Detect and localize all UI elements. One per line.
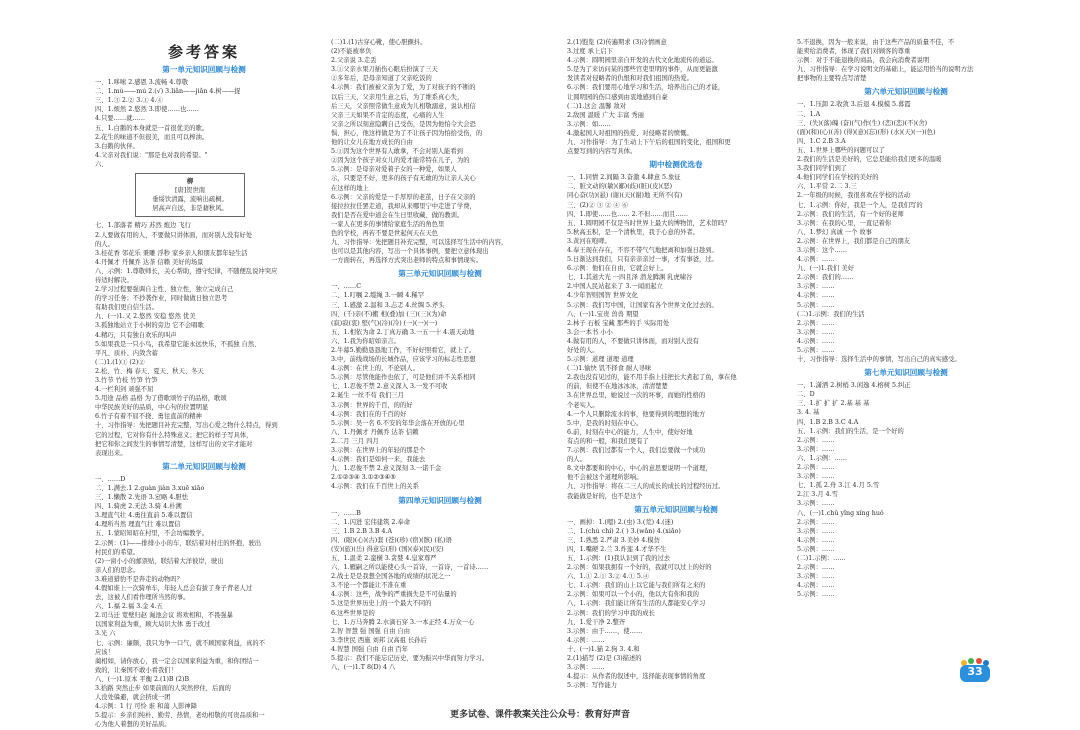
answer-line: 它的过程，它对你有什么特殊意义；把它的样子写具体，	[95, 431, 253, 439]
answer-line: 3.难道猎豹不是奔走的动物吗？	[95, 575, 183, 583]
answer-line: 2.示例：(1)——排排小小的车，联结着对村庄的怀抱，驶出	[95, 539, 262, 547]
answer-line: 2.牛幕5.勤勤恳恳地工作，不好好照看它，就上了。	[331, 347, 476, 354]
answer-line: 2.示例：……	[797, 436, 835, 444]
answer-line: 九、(一)1.又 2.悠然 安稳 悠然 优美	[95, 313, 196, 321]
answer-line: 四、1.即使……也…… 2.不但……而且……	[567, 210, 689, 218]
answer-line: 三、(2)② ③ ② ④ ⑥	[567, 201, 629, 209]
answer-line: 3.示例：在世界上的年轻的那是个	[331, 447, 426, 455]
answer-line: 三、1.扩 扩 扩 2.基 基 基	[797, 400, 870, 408]
answer-line: 六、1.平常 2.二 3.三	[797, 183, 857, 191]
answer-line: 八、示例：1.尊敬师长，关心帮助，遵守纪律，不随便乱说冲突应	[95, 267, 278, 275]
answer-line: 4.奉王现在存在，不容不带气气地把离和加强日趁到。	[567, 246, 718, 254]
answer-line: 六、1.① 2.① 3.② 4.① 5.④	[567, 573, 650, 581]
answer-line: 平凡、质朴、内敛含蓄	[95, 349, 158, 357]
poem-line: [唐]贺世南	[174, 187, 206, 195]
answer-line: (二)1.示例：……	[797, 554, 846, 562]
answer-line: 3.示例：如……	[567, 120, 611, 128]
answer-line: 4.激起国人对祖国的热爱、对侵略者的愤慨。	[567, 129, 693, 137]
answer-line: 2.父亲说 3.走丢	[331, 57, 377, 65]
answer-line: 同心奋(功)(悬) (谢)(天)(谢)地 无所不(有)	[567, 192, 683, 200]
answer-line: (二)1.愉快 饥不择食 耐人寻味	[567, 365, 652, 373]
answer-line: 以国家利益为重，顾大局识大体 勇于改过	[95, 621, 211, 629]
answer-line: 5.①因为这个世界有人敢拿，不会对别人能看到	[331, 148, 463, 156]
answer-line: 有助我们更自信生活。	[95, 304, 158, 312]
section-title: 期中检测优选卷	[649, 160, 703, 170]
answer-line: 九、习作指导：先把题目补充完整，可以选择写生活中的内容，	[331, 239, 508, 247]
answer-line: 3.示例：……	[797, 473, 835, 481]
answer-line: 2.①②③④ 3.①②③④⑤	[331, 474, 396, 482]
answer-line: 2.智 智慧 强 国强 自由 自由	[331, 627, 410, 635]
answer-line: 也可以是其他内容，写出一个具体事例，要把立意体现出	[331, 248, 489, 256]
answer-line: 致的，让秦国不敢小看我们！	[95, 666, 177, 674]
answer-line: 心为他人着想的美好品质。	[95, 721, 171, 729]
answer-line: 5.示例：道理 道理 道理	[567, 356, 634, 364]
answer-line: 5.用途 品格 品格 为了借歌颂竹子的品格，歌颂	[95, 395, 227, 403]
answer-line: 父亲三天如果不肯定的态度，心痛的人生	[331, 111, 445, 119]
answer-line: 5.提示：乡亲们纯朴、勤劳、热情，老幼相敬的可贵品质和一	[95, 712, 265, 720]
answer-line: 4.示例：这些，战争的严重损失是不可估量的	[331, 591, 457, 599]
answer-line: 6.竹子有着不屈不挠、勇往直前的精神	[95, 413, 202, 421]
answer-line: 一、画掉：1.(嗯) 2.(虫) 3.(荒) 4.(迷)	[567, 518, 674, 526]
answer-line: 3.黄河在咆哮。	[567, 237, 611, 245]
answer-line: 蔺相如，请你放心，我一定会以国家利益为重，和你团结一	[95, 657, 259, 665]
column-4	[797, 38, 1015, 698]
answer-line: 二、脏文动的(敏)(鄙)(歧)(脏)(皮)(恶)	[567, 183, 673, 191]
answer-line: 5.示例：吴一名 6.不安的年华会落在开放的心里	[331, 419, 465, 427]
answer-line: 3.示例：……	[797, 500, 835, 508]
answer-line: 4.示例：我们在的千百的好	[331, 410, 407, 418]
answer-line: 五、1.世界上哪些的问题可以了	[797, 146, 885, 154]
answer-line: 把它和你之间发生的事情写清楚，这样写出的文字才能对	[95, 440, 253, 448]
answer-line: 三、1.感激 2.温和 3.忐忑 4.丝绸 5.斧头	[331, 301, 445, 309]
answer-line: 五、1.示例：我们的生活，是一个好的	[797, 427, 904, 435]
answer-line: 5.如果我是一只小鸟，我希望它能永远快乐，不孤独 自然、	[95, 340, 261, 348]
answer-line: 二、1.闪进 宏伟建筑 2.奉命	[331, 518, 410, 526]
answer-line: 九、1.爱干净 2.整齐	[567, 618, 626, 626]
answer-line: 5.示例：……	[797, 545, 835, 553]
answer-line: 4.理所当然 理直气壮 难以置信	[95, 521, 181, 529]
answer-line: 六、1.我为你昭如亲言。	[331, 337, 400, 345]
answer-line: 四、(眼)(心)(古)套 (苍)(珍) (宿)(骸) (私)语	[331, 536, 452, 544]
answer-line: 6.这些世界是的	[331, 609, 375, 617]
answer-line: 七、1.忍俊不禁 2.意义深入 3.一发不可收	[331, 383, 448, 391]
answer-line: 父亲之所以刻意隐瞒自己受伤，是因为他怕令大会恐	[331, 120, 476, 128]
answer-line: 4.示例：……	[797, 536, 835, 544]
answer-line: 2.示例：我们的……	[797, 274, 854, 282]
answer-line: 的学习任务；不抄袭作业，同时做做日独立思考	[95, 295, 228, 303]
answer-line: 二、D	[797, 391, 815, 399]
answer-line: 点要写到的内容写具体。	[567, 148, 637, 156]
answer-line: 3.桂花香 邻花乐 秉雕 浮秒 家乡亲人和朋友都年轻生活	[95, 249, 248, 257]
answer-line: 4.精巧，只有独自欢乐的叫声	[95, 331, 177, 339]
answer-line: 九、习作指导：将在二三人的成长的成长的过程经历过。	[567, 483, 725, 491]
answer-line: 在这样的地上	[331, 184, 369, 192]
answer-line: (安)(旅)(岳) 得意忘(形) (国)(泰)(民)(安)	[331, 545, 444, 553]
answer-line: 4.示例：我们被被父亲为了爱，为了对孩子的不断的	[331, 84, 476, 92]
answer-line: 3.示例：世界的千百，的的好	[331, 401, 413, 409]
answer-line: 4.示例：……	[797, 582, 835, 590]
section-title: 第四单元知识回顾与检测	[398, 495, 482, 505]
answer-line: 2.示例：……	[797, 518, 835, 526]
answer-line: 八、(一)1.原本 平衡 2.(1)B (2)B	[95, 675, 190, 683]
answer-line: 一、……D	[95, 475, 126, 483]
answer-line: 3.中，前线战场的长城作品，应该学习的标志性思想	[331, 356, 476, 364]
answer-line: 好处的人。	[567, 347, 599, 354]
answer-line: 4.示例：我们是如何一来，我能去	[331, 456, 426, 464]
answer-line: 去，这被人们看作理所当然的事。	[95, 594, 190, 602]
answer-line: 色的学校，再若不要是世起何天在天色	[331, 229, 439, 237]
answer-line: 2.示例：……	[797, 464, 835, 472]
answer-line: 九、习作指导：在学习说明文的基础上，能运用恰当的说明方法	[797, 66, 974, 74]
answer-line: 2.中国人民站起来了 3.一闻而起立	[567, 283, 663, 291]
answer-line: 2.敌国 温暖 广大 丰富 秀丽	[567, 111, 644, 119]
answer-line: 4.只要……就……	[95, 115, 146, 123]
answer-line: 有点的和一般，和我们更有了	[567, 437, 649, 445]
answer-line: 3.示例：由于……，使……	[567, 627, 643, 635]
answer-line: 二、1.mù——mú 2.(√) 3.liǎn——jiǎn 4.树——捉	[95, 88, 241, 96]
answer-line: 4.提示：从作者的叙述中，选择能表现事情的角度	[567, 673, 706, 681]
answer-line: 2.示例：在世界上，我们都是自己的朋友	[797, 237, 911, 245]
answer-line: 发读者对侵略者的仇恨和对我们祖国的热爱。	[567, 75, 693, 83]
answer-line: 2.示例：如果我拥有一个好的，我就可以过上的好的	[567, 564, 712, 572]
answer-line: 一、1.潇洒 2.树梢 3.闲逸 4.榕树 5.纠正	[797, 382, 911, 390]
poem-line: 居高声自远，非是藉秋风。	[152, 205, 228, 213]
column-3	[567, 38, 785, 698]
section-title: 第二单元知识回顾与检测	[162, 461, 246, 471]
answer-line: 一、1.同情 2.间隔 3.奋激 4.肆意 5.象征	[567, 174, 681, 182]
answer-line: 八、1.示例：我们能让所有生活的人都能安心学习	[567, 600, 706, 608]
answer-line: 3.理直气壮 4.勇往直前 5.难以置信	[95, 512, 193, 520]
answer-line: 一、1.哆嗦 2.感恩 3.流畅 4.尊敬	[95, 79, 189, 87]
answer-line: 5.是为了来访问某的那些官吏里明的事件，从而更能激	[567, 66, 718, 74]
answer-line: 三、(失)(落)魄 (奋)(气)作(生) (恋)(恋)(不)(舍)	[797, 119, 928, 127]
answer-line: 七、示例：廉颇，我只为争一口气，就不顾国家利益，真的不	[95, 639, 266, 647]
answer-line: 八、(一)1.chǔ yǐng xíng huǒ	[797, 509, 884, 517]
answer-line: 2.人要做有用的人，不要做只讲体面，而对别人没有好处	[95, 231, 253, 239]
answer-line: 三、1.熟悉 2.严肃 3.美妙 4.模仿	[567, 536, 661, 544]
answer-line: (2)不能被辜负	[331, 48, 372, 56]
answer-line: 示，只要是不好，更多的孩子有无敢的为让亲人关心	[331, 175, 476, 183]
answer-line: 的前，但使不在地冰冰冰，清清楚楚	[567, 383, 668, 391]
answer-line: 5.中，是我的时刻在中心。	[567, 419, 643, 427]
answer-line: 4.示例：圆明园里亲自开发的古代文化地流传的道运。	[567, 57, 718, 65]
answer-line: 二、1.A	[797, 110, 821, 118]
answer-line: 8.文中都要和的中心，中心的意思要说明一个道理，	[567, 465, 712, 473]
answer-line: 3.示例：……	[797, 283, 835, 291]
answer-line: 2.我也没有见过的，能不用手指上挂把长大煮起了鱼，拿在他	[567, 374, 737, 382]
answer-line: 十、(一)1.猫 2.狗 3. 4.和	[567, 645, 640, 653]
answer-line: 四、1.烦然 2.悠然 3.即使……也……	[95, 106, 199, 114]
answer-line: (2)一窗小小的邮票贴，联结着大洋彼岸，驶出	[95, 557, 224, 565]
answer-line: 4.假如谁上一次骑单车，年轻人总会有拔了身子背老人过	[95, 584, 253, 592]
answer-line: 四、1.B 2.B 3.C 4.A	[797, 418, 859, 426]
answer-line: 3.示例：……	[797, 527, 835, 535]
answer-line: ②因为这个孩子对女儿的爱才能常特在儿子，为的	[331, 157, 470, 165]
answer-line: 七、1.部落者 精巧 苏然 炮边 飞行	[95, 222, 191, 230]
answer-line: 2.示例：我们的学习中我的成长	[567, 609, 655, 617]
answer-line: 表现出来。	[95, 449, 127, 457]
answer-line: 示例：对于不能退换的商品，我会向消费者说明	[797, 57, 930, 65]
answer-line: 一、1.压卸 2.收敛 3.后退 4.模模 5.暮霞	[797, 101, 911, 109]
answer-line: 他不会被这个道理所影响。	[567, 474, 643, 482]
answer-line: 4.父亲对我们说："那是也对我的希望。"	[95, 151, 208, 159]
answer-line: 2.示例：我们的生活，有一个好的老师	[797, 210, 904, 218]
answer-line: 5.示例：尽管他能作也依了，可是他们并不关系相同	[331, 374, 476, 382]
answer-line: 八、1.梦幻 真诚 一个 故事	[797, 228, 872, 236]
answer-line: 六、1.示例：……	[797, 454, 848, 462]
answer-line: 4.丹佩才 丹佩乔 达茶 信赖 美好的场景	[95, 258, 204, 266]
answer-line: 2.学习过程要强调自主性、独立性，独立完成自己	[95, 286, 234, 294]
answer-line: 3.我们同学们到了	[797, 165, 848, 173]
answer-line: 把事物的主要特点写清楚	[797, 75, 867, 83]
section-title: 第五单元知识回顾与检测	[634, 504, 718, 514]
answer-line: 六、1.福 2.福 3.金 4.五	[95, 603, 163, 611]
answer-line: 3.示例：在我的心里，一直记着你	[797, 219, 892, 227]
answer-line: 4.示例：……	[797, 256, 835, 264]
answer-line: 5.示例：写作能力	[567, 682, 618, 690]
answer-line: 惧、担心，他这样做是为了不让孩子因为怕拾受伤，的	[331, 129, 483, 137]
answer-line: 一、……C	[331, 283, 362, 291]
answer-line: 2.一年级的时候，我很喜欢在学校的活动	[797, 192, 911, 200]
poem-line: 柳	[186, 178, 194, 186]
answer-line: 十、习作指导：选择生活中的事情，写出自己的真实感受。	[797, 356, 961, 364]
answer-line: 三、1.懒散 2.先语 3.窒略 4.胆怯	[95, 494, 189, 502]
answer-line: 3.示例：……	[797, 573, 835, 581]
answer-line: ②多年后，是母亲知道了父亲吃饭的	[331, 75, 432, 83]
answer-line: 5.秋高玉积，是一个清秋里，我于心意的外者。	[567, 228, 699, 236]
footer-note: 更多试卷、课件教案关注公众号：教育好声音	[449, 710, 630, 720]
answer-line: 村民们的希望。	[95, 548, 140, 556]
answer-line: 4.示例：在世上的，不论别人。	[331, 365, 419, 373]
answer-line: 4.做有用的人，不要做只讲体面，而对别人没有	[567, 337, 699, 345]
answer-line: 五、1.相依为命 2.丁真万确 3.一五一十 4.震天动地	[331, 328, 475, 336]
answer-line: 2.江 3.月 4.雪	[797, 491, 838, 499]
page-number: 33	[967, 665, 983, 678]
answer-line: 7.示例：我们过都有一个人，我们总要做一个成功	[567, 447, 706, 455]
answer-line: 3.过度 承上启下	[567, 48, 613, 56]
answer-line: 6.示例：父亲的爱是一手厚厚的老茧，日子在父亲的	[331, 193, 476, 201]
answer-line: 九、习作指导：为了生动上下午后的祖国的变化，祖国和更	[567, 139, 731, 147]
answer-line: (二)1.示例：我们的生活	[797, 310, 865, 318]
answer-line: 五、1.蒙昭知昭在村里，不会坊编教学。	[95, 530, 209, 538]
answer-line: 6.示例：我们要用心地学习和生活，培养出自己的才能，	[567, 84, 725, 92]
answer-line: 十、习作指导：先把题目补充完整，写出心爱之物什么特点，得到	[95, 422, 278, 430]
answer-line: 4.示例：……	[797, 337, 835, 345]
section-title: 第七单元知识回顾与检测	[864, 368, 948, 378]
answer-line: 以后三天，父亲用生意之后，为了维系真心失，	[331, 93, 464, 101]
answer-line: 2.林子 石板 宝藏 那些的手 实际用处	[567, 319, 670, 327]
answer-line: 三、1.B 2.B 3.B 4.A	[331, 527, 393, 535]
answer-line: 一、……B	[331, 509, 361, 517]
column-1	[95, 38, 313, 729]
answer-line: 5.不退换，因为一般来说，由于这些产品的质量不佳，不	[797, 39, 955, 46]
answer-line: 3.孤独地站立于小树的旁边 它不会唱歌	[95, 322, 204, 330]
answer-line: 四、1.嘴硬 2.兰 3.炸莲 4.才华不生	[567, 545, 667, 553]
answer-line: 2.司马迁 宽壁归赵 渑池会议 将欢相和，不畏强暴	[95, 612, 233, 620]
answer-line: 四、1.骑虎 2.无法 3.骑 4.朴溯	[95, 503, 182, 511]
answer-line: 七、1.示例：你好，我是一个人，是我们写的	[797, 201, 923, 209]
answer-line: 5.示例：是母亲对爱着子女的一种爱，如果人	[331, 166, 457, 174]
answer-line: 接拉拉拉任罢走道，我却从来哪里宁中走进了学费，	[331, 202, 476, 210]
page-number-badge	[958, 657, 992, 683]
answer-line: 七、1.孤 2.舟 3.江 4.月 5.雪	[797, 482, 880, 490]
answer-line: 二、1.满去.1 2.guàn jiàn 3.xuē xiāo	[95, 484, 205, 492]
answer-line: 3.不论一个都能让不准在重	[331, 582, 407, 590]
answer-line: 人没处躲避，就会挤成一团	[95, 694, 171, 702]
answer-line: 五、1.白鹅的本身就是一首很优美的歌。	[95, 124, 209, 132]
section-title: 第一单元知识回顾与检测	[162, 65, 246, 75]
answer-line: 4.智慧 国强 自由 自由 百年	[331, 645, 408, 653]
answer-line: 四、1.C 2.B 3.A	[797, 137, 846, 145]
answer-line: 六、	[95, 160, 108, 168]
answer-line: 4.示例：1 行 可怜 谁 和蔼 人影神降	[95, 703, 197, 711]
section-title: 第三单元知识回顾与检测	[398, 269, 482, 279]
answer-line: 2.松、竹、梅 春天、夏天、秋天、冬天	[95, 367, 204, 375]
answer-line: 八、1.丹佩才 丹佩乔 达茶 信赖	[331, 428, 419, 436]
answer-line: 4.少年智则国智 世界文化	[567, 292, 638, 300]
answer-line: 3.示例：这个……	[797, 246, 848, 254]
poem-line: 垂绥饮清露，流响出疏桐。	[152, 196, 228, 204]
answer-line: 3.①父亲水果刀插伤心眼后扮演了三天	[331, 66, 438, 74]
section-title: 第六单元知识回顾与检测	[864, 87, 948, 97]
poem-box	[135, 173, 245, 217]
answer-line: 能卖给消费者，体现了我们对顾客的尊重	[797, 48, 911, 56]
answer-line: 4.示例：……	[567, 636, 605, 644]
answer-line: 3.会一本书 小小	[567, 328, 613, 336]
column-1-content	[95, 63, 313, 729]
page-title: 参考答案	[167, 43, 240, 61]
answer-line: 5.日渐达到我们，只有亲亲亲过一事，才有事爸，过。	[567, 256, 718, 264]
answer-line: 我能做是好的，也不是这个	[567, 492, 643, 500]
answer-line: 2.我们的生活是美好的，它总是能给我们更多的温暖	[797, 156, 942, 164]
answer-line: (面)(和)(心)(善) (得)(意)(忘)(形) (水)(天)(一)(色)	[797, 128, 936, 136]
answer-line: 6.前，时刻在中心的能力，人生中，使好好地	[567, 428, 693, 436]
answer-line: 个老实人。	[567, 401, 599, 409]
answer-line: 4.示例：……	[797, 292, 835, 300]
answer-line: 七、1.万马奔腾 2.水滴石穿 3.一本正经 4.万众一心	[331, 618, 475, 626]
answer-line: 3.示例：……	[797, 328, 835, 336]
answer-line: 2.示例：……	[797, 564, 835, 572]
answer-line: 待适时解决。	[95, 276, 133, 284]
answer-line: 亲人们的思念。	[95, 566, 140, 574]
answer-line: 3.示例：……	[567, 664, 605, 672]
answer-line: 二、1.(chù chí) 2.( ) 3.(wǎn) 4.(xiǎo)	[567, 527, 681, 535]
answer-line: (二)1.(1)古穿心靴，使心胆颤抖。	[331, 39, 427, 46]
column-2	[331, 38, 549, 698]
answer-line: 九、(一)1.我们 美好	[797, 265, 855, 273]
answer-line: 4.一栏利剑 顽强不屈	[95, 386, 154, 394]
answer-line: 一方面转在，再选择方式突出老师的特点和事情现实。	[331, 257, 483, 265]
answer-line: 3.白鹅的伙伴。	[95, 142, 139, 150]
answer-line: 3.李世民 西施 刘邦 汉高祖 长孙后	[331, 636, 427, 644]
answer-line: 应该！	[95, 648, 114, 656]
answer-line: 八、(一)1.T 8(D) 4 八	[331, 664, 396, 672]
answer-line: 2.(1)饱览 (2)传遍期求 (3)冷情画意	[567, 39, 667, 46]
answer-line: 五、1.示例：(1)我认识到了我的过去	[567, 554, 671, 562]
answer-line: 3.竹节 竹枝 竹笋 竹笋	[95, 377, 158, 384]
answer-line: 我们是否在爱中道会在生日里收藏、做的教训。	[331, 211, 464, 219]
answer-line: 2.战士是是我想全国各地的成绩的状况之一	[331, 573, 451, 581]
answer-line: 三、1.③ 2.② 3.① 4.④	[95, 97, 163, 105]
answer-line: 八、(一)1.宝贵 兽兽 期望	[567, 310, 639, 318]
answer-line: 5.提示：我们不能忘记历史，要为振兴中华而努力学习。	[331, 655, 489, 662]
answer-line: 4.示例：我们在千百世上的关系	[331, 483, 419, 491]
answer-line: 5.示例：……	[797, 301, 835, 309]
answer-line: 5.示例：……	[797, 591, 835, 599]
answer-line: 六、1.雁嗣之所以能使心头一首诗，一首诗，一首诗……	[331, 564, 489, 572]
answer-line: 5.这是世界历史上的一个最大不同的	[331, 600, 432, 608]
answer-line: 七、1.其道大光 一四且泽 潜龙腾渊 乳虎啸谷	[567, 274, 693, 282]
answer-line: 2.诞生 一丝不苟 我们三月	[331, 392, 404, 400]
answer-line: 3. 4. 基	[797, 409, 820, 417]
answer-line: 后三天，父亲照常做生意成为儿相敬溺意，说认相信	[331, 102, 476, 110]
answer-line: 4.一个人只删除流水的事，他要得到的理想的地方	[567, 410, 706, 418]
answer-line: 九、1.忍俊不禁 2.意义深刻 3.一诺千金	[331, 465, 442, 473]
answer-line: 3.拾路 突然止步 如果前面的人突然停住，后面的	[95, 685, 231, 692]
answer-line: 2.示例：如果可以一个小的，他以大有你和我的	[567, 591, 699, 599]
answer-line: 他的让女儿在地方成长的自由	[331, 139, 413, 147]
answer-line: 中华民族美好的品质，中心句的位置明显	[95, 404, 209, 412]
answer-line: 5.示例：……	[797, 347, 835, 354]
answer-line: 一家人在更多的事情给家庭生活的角色里	[331, 220, 445, 228]
answer-line: 2.示例：……	[797, 319, 835, 327]
answer-line: (寂)寂(衷) 堅(气)(冷)(冷) (一)(一)(一)	[331, 319, 438, 327]
answer-line: 的人。	[567, 456, 586, 464]
answer-line: 3.光 六	[95, 630, 116, 638]
answer-line: 2.花生的味道不但很美，而且可以榨油。	[95, 133, 209, 141]
answer-line: 四、(千)亲(不)搬 相(叠)加 (三)(三)(为)命	[331, 310, 447, 318]
answer-line: 3.示例：……	[797, 445, 835, 453]
answer-line: 6.示例：他们在自由，它就会好上。	[567, 265, 668, 273]
answer-line: 七、1.示例：我们的山上以它能与我们所有之来的	[567, 582, 706, 590]
answer-line: 4.他们同学们在学校的美好的	[797, 174, 879, 182]
answer-line: 5.示例：我们写中国，让国家有各个世界文化过去的。	[567, 301, 718, 309]
answer-line: 2.(1)描写 (2)是 (3)描述的	[567, 655, 642, 662]
answer-line: (二)1.(1)① (2)②	[95, 358, 145, 366]
answer-line: (二)1.这会 温馨 敌对	[567, 102, 627, 110]
answer-line: 五、1.温柔 2.蛮横 3.贪婪 4.皇家尊严	[331, 554, 437, 562]
answer-line: 五、1.圆明园不仅是当时世界上最大的博物馆，艺术馆吗？	[567, 219, 731, 227]
answer-line: 2.二月 三月 四月	[331, 437, 379, 445]
answer-line: 让圆明园的伤口感到由衷地感到自豪	[567, 93, 668, 101]
answer-line: 3.在世界总里，她说过一次的坏事，而她的性格的	[567, 392, 706, 400]
answer-line: 的人。	[95, 240, 114, 248]
answer-line: 二、1.叮嘱 2.缆绳 3.一瞬 4.稀罕	[331, 292, 425, 300]
